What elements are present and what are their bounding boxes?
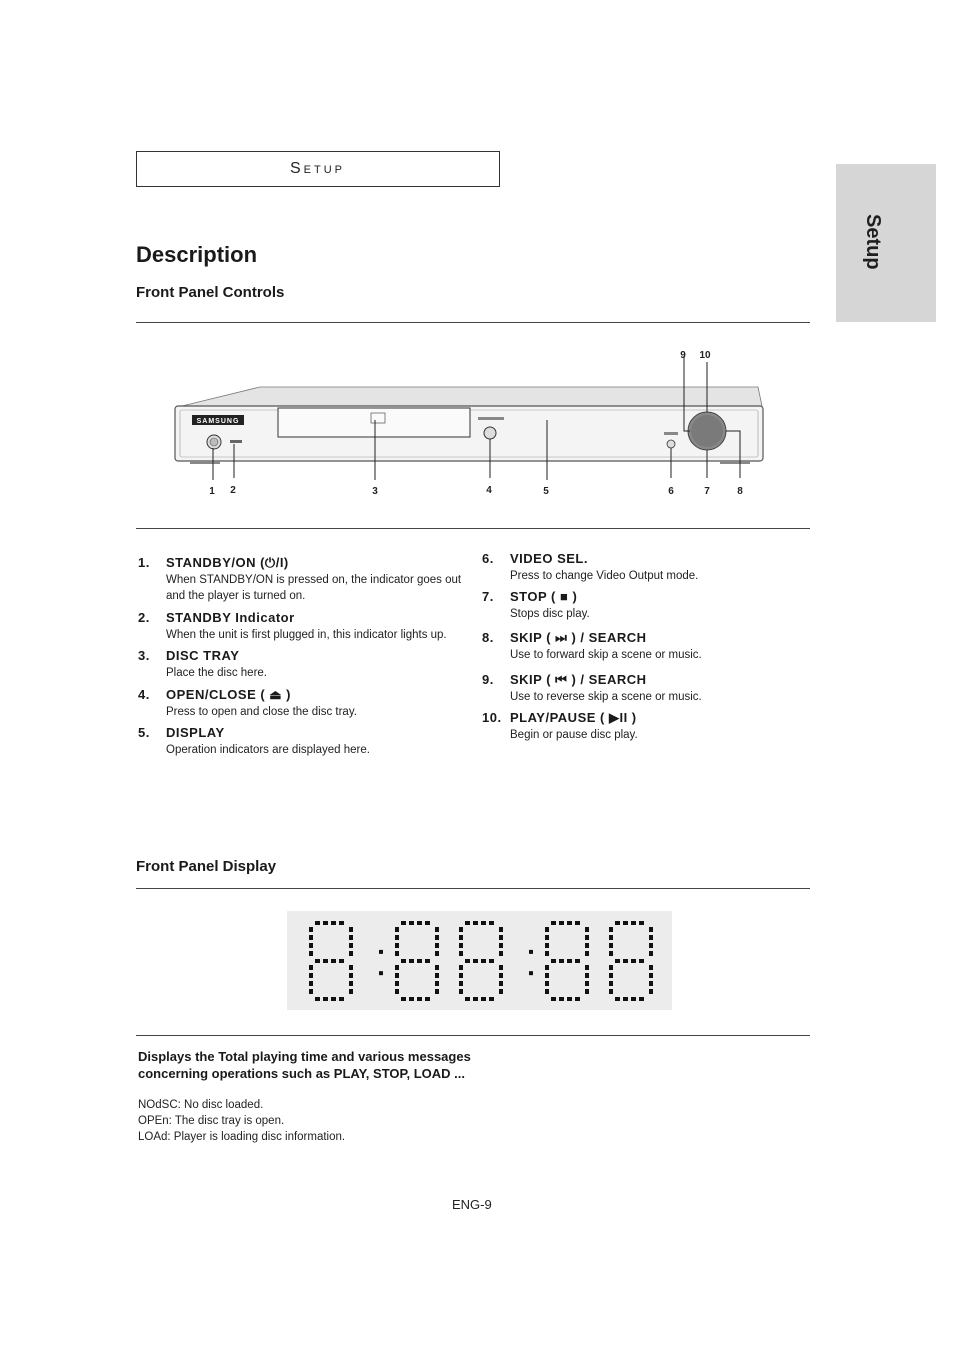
- callout-9: 9: [680, 350, 686, 361]
- callout-8: 8: [737, 486, 743, 497]
- open-close-graphic: [484, 427, 496, 439]
- item-number: 6.: [482, 551, 494, 566]
- item-title: SKIP ( ⏮ ) / SEARCH: [510, 672, 647, 687]
- message-load: LOAd: Player is loading disc information.: [138, 1131, 346, 1143]
- item-desc: Begin or pause disc play.: [510, 729, 638, 741]
- item-title: DISPLAY: [166, 725, 225, 740]
- item-desc: Press to change Video Output mode.: [510, 570, 699, 582]
- item-number: 7.: [482, 589, 494, 604]
- item-title: SKIP ( ⏭ ) / SEARCH: [510, 630, 647, 645]
- divider: [136, 528, 810, 529]
- item-number: 9.: [482, 672, 494, 687]
- front-panel-controls-heading: Front Panel Controls: [136, 284, 285, 301]
- lcd-display: [287, 911, 672, 1010]
- item-number: 5.: [138, 725, 150, 740]
- callout-7: 7: [704, 486, 710, 497]
- item-desc: Place the disc here.: [166, 667, 268, 679]
- item-title: STANDBY/ON (⏻/I): [166, 555, 289, 570]
- item-number: 10.: [482, 710, 502, 725]
- brand-text: SAMSUNG: [196, 418, 240, 425]
- lcd-colon-dot: [379, 950, 383, 954]
- item-number: 1.: [138, 555, 150, 570]
- disc-tray-graphic: [278, 408, 470, 437]
- divider: [136, 1035, 810, 1036]
- callout-3: 3: [372, 486, 378, 497]
- item-number: 3.: [138, 648, 150, 663]
- standby-indicator-graphic: [230, 440, 242, 443]
- lcd-colon-dot: [379, 971, 383, 975]
- item-title: STOP ( ■ ): [510, 589, 578, 604]
- lcd-segments: [287, 911, 672, 1010]
- front-panel-display-heading: Front Panel Display: [136, 858, 277, 875]
- dvd-player-illustration: [160, 340, 780, 505]
- item-number: 8.: [482, 630, 494, 645]
- page-number: ENG-9: [452, 1197, 492, 1212]
- callout-5: 5: [543, 486, 549, 497]
- message-nodisc: NOdSC: No disc loaded.: [138, 1099, 264, 1111]
- callout-6: 6: [668, 486, 674, 497]
- item-number: 2.: [138, 610, 150, 625]
- item-number: 4.: [138, 687, 150, 702]
- callout-2: 2: [230, 485, 236, 496]
- message-open: OPEn: The disc tray is open.: [138, 1115, 285, 1127]
- item-title: VIDEO SEL.: [510, 551, 588, 566]
- divider: [136, 888, 810, 889]
- item-desc: Operation indicators are displayed here.: [166, 744, 370, 756]
- callout-4: 4: [486, 485, 492, 496]
- side-tab: [836, 164, 936, 322]
- item-title: STANDBY Indicator: [166, 610, 295, 625]
- video-sel-graphic: [667, 440, 675, 448]
- item-title: PLAY/PAUSE ( ▶II ): [510, 710, 637, 725]
- item-desc: When STANDBY/ON is pressed on, the indicator goes out and the player is turned on.: [166, 574, 462, 602]
- display-description: Displays the Total playing time and various messages concerning operations such as PLAY, STOP, LOAD ...: [138, 1049, 471, 1081]
- divider: [136, 322, 810, 323]
- section-label: Setup: [290, 160, 346, 177]
- item-desc: Use to reverse skip a scene or music.: [510, 691, 702, 703]
- item-desc: Press to open and close the disc tray.: [166, 706, 357, 718]
- item-title: OPEN/CLOSE ( ⏏ ): [166, 687, 292, 702]
- page-title: Description: [136, 242, 258, 267]
- side-tab-label: Setup: [862, 214, 884, 270]
- lcd-colon-dot: [529, 971, 533, 975]
- lcd-colon-dot: [529, 950, 533, 954]
- callout-1: 1: [209, 486, 215, 497]
- item-title: DISC TRAY: [166, 648, 240, 663]
- item-desc: Use to forward skip a scene or music.: [510, 649, 702, 661]
- section-header: [136, 151, 500, 187]
- item-desc: When the unit is first plugged in, this indicator lights up.: [166, 629, 447, 641]
- callout-10: 10: [699, 350, 711, 361]
- item-desc: Stops disc play.: [510, 608, 590, 620]
